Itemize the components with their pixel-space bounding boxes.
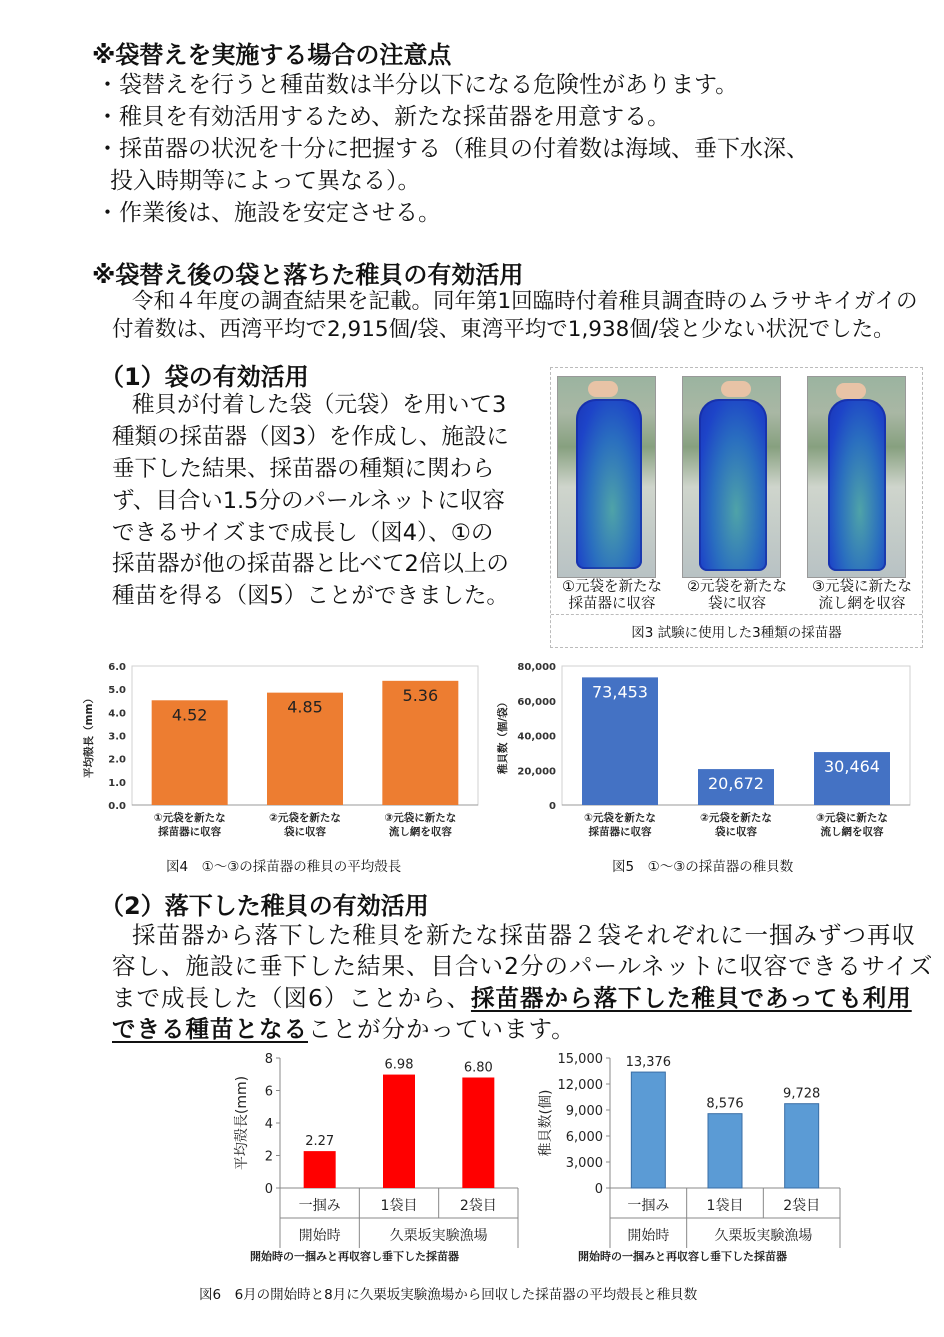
x-tick-label: ③元袋に新たな bbox=[384, 812, 457, 824]
fig3-caption-1: ①元袋を新たな 採苗器に収容 bbox=[562, 579, 662, 612]
y-tick-label: 0.0 bbox=[108, 801, 126, 812]
x-tick-label: ②元袋を新たな bbox=[269, 812, 341, 824]
y-tick-label: 4.0 bbox=[108, 708, 126, 720]
y-tick-label: 0 bbox=[594, 1182, 603, 1197]
intro-line-1: 令和４年度の調査結果を記載。同年第1回臨時付着稚貝調査時のムラサキイガイの bbox=[132, 289, 918, 314]
x-tick-label: ③元袋に新たな bbox=[816, 812, 888, 824]
part2-emphasis-1: 採苗器から落下した稚貝であっても利用 bbox=[470, 984, 912, 1012]
x-tick-label: ①元袋を新たな bbox=[584, 812, 656, 824]
part1-line-1: 稚貝が付着した袋（元袋）を用いて3 bbox=[132, 392, 507, 418]
data-label: 20,672 bbox=[708, 774, 764, 794]
part1-line-4: ず、目合い1.5分のパールネットに収容 bbox=[112, 488, 505, 514]
x-tick-label: 一掴み bbox=[298, 1198, 341, 1214]
part2-line-3: まで成長した（図6）ことから、採苗器から落下した稚貝であっても利用 bbox=[112, 984, 912, 1012]
fig6b-chart bbox=[530, 1050, 850, 1280]
y-tick-label: 9,000 bbox=[565, 1104, 603, 1119]
data-label: 2.27 bbox=[305, 1134, 335, 1150]
bar bbox=[304, 1151, 336, 1188]
bar bbox=[785, 1104, 819, 1188]
bar bbox=[383, 1075, 415, 1188]
fig5-title: 図5 ①～③の採苗器の稚貝数 bbox=[612, 859, 794, 875]
x-tick-label: 1袋目 bbox=[380, 1198, 418, 1214]
x-tick-label: 採苗器に収容 bbox=[588, 826, 652, 838]
fig3-caption-3: ③元袋に新たな 流し網を収容 bbox=[812, 579, 912, 612]
bullet-3-cont: 投入時期等によって異なる）。 bbox=[110, 168, 421, 194]
fig4-title: 図4 ①～③の採苗器の稚貝の平均殻長 bbox=[166, 859, 402, 875]
y-tick-label: 5.0 bbox=[108, 685, 126, 697]
x-tick-label: 採苗器に収容 bbox=[158, 826, 222, 838]
group-label: 久栗坂実験漁場 bbox=[714, 1228, 813, 1244]
y-tick-label: 6,000 bbox=[565, 1130, 603, 1145]
section2-title: ※袋替え後の袋と落ちた稚貝の有効活用 bbox=[92, 261, 524, 289]
x-caption: 開始時の一掴みと再収容し垂下した採苗器 bbox=[578, 1250, 787, 1263]
x-tick-label: 袋に収容 bbox=[715, 826, 757, 838]
y-axis-label: 稚貝数(個) bbox=[538, 1089, 554, 1157]
bar bbox=[631, 1072, 665, 1188]
data-label: 5.36 bbox=[402, 685, 439, 705]
photo-2 bbox=[682, 376, 781, 578]
bar bbox=[708, 1114, 742, 1188]
part2-title: （2）落下した稚貝の有効活用 bbox=[100, 892, 429, 920]
y-axis-label: 平均殻長(mm) bbox=[234, 1075, 250, 1171]
part2-line-4: できる種苗となることが分かっています。 bbox=[112, 1015, 576, 1043]
bullet-3: ・採苗器の状況を十分に把握する（稚貝の付着数は海域、垂下水深、 bbox=[96, 136, 809, 162]
y-tick-label: 8 bbox=[264, 1052, 273, 1067]
y-axis-label: 平均殻長（mm） bbox=[83, 693, 95, 778]
fig6a-chart bbox=[228, 1050, 528, 1280]
intro-line-2: 付着数は、西湾平均で2,915個/袋、東湾平均で1,938個/袋と少ない状況でした。 bbox=[112, 317, 895, 342]
x-tick-label: 2袋目 bbox=[459, 1198, 497, 1214]
part1-line-5: できるサイズまで成長し（図4）、①の bbox=[112, 520, 494, 546]
y-tick-label: 2 bbox=[264, 1149, 273, 1165]
fig4-chart bbox=[76, 656, 486, 851]
data-label: 30,464 bbox=[824, 757, 880, 777]
x-tick-label: 2袋目 bbox=[783, 1198, 821, 1214]
data-label: 6.80 bbox=[463, 1060, 493, 1076]
y-tick-label: 6 bbox=[264, 1084, 273, 1100]
x-tick-label: 一掴み bbox=[627, 1198, 670, 1214]
part2-line-2: 容し、施設に垂下した結果、目合い2分のパールネットに収容できるサイズ bbox=[112, 952, 934, 980]
y-tick-label: 0 bbox=[264, 1182, 273, 1197]
y-tick-label: 4 bbox=[264, 1117, 273, 1132]
data-label: 4.52 bbox=[171, 705, 208, 725]
y-tick-label: 3,000 bbox=[565, 1156, 603, 1171]
x-caption: 開始時の一掴みと再収容し垂下した採苗器 bbox=[250, 1250, 459, 1263]
data-label: 73,453 bbox=[592, 682, 648, 702]
data-label: 9,728 bbox=[783, 1086, 821, 1102]
part1-line-7: 種苗を得る（図5）ことができました。 bbox=[112, 583, 509, 609]
y-axis-label: 稚貝数（個/袋） bbox=[497, 696, 509, 775]
y-tick-label: 3.0 bbox=[108, 731, 126, 743]
bullet-4: ・作業後は、施設を安定させる。 bbox=[96, 200, 441, 226]
figure-3 bbox=[550, 367, 923, 648]
y-tick-label: 15,000 bbox=[557, 1052, 603, 1067]
part2-emphasis-2: できる種苗となる bbox=[112, 1015, 308, 1043]
group-label: 開始時 bbox=[298, 1228, 341, 1244]
y-tick-label: 12,000 bbox=[557, 1078, 603, 1093]
part1-title: （1）袋の有効活用 bbox=[100, 363, 309, 391]
photo-3 bbox=[807, 376, 906, 578]
part2-line-1: 採苗器から落下した稚貝を新たな採苗器２袋それぞれに一掴みずつ再収 bbox=[132, 921, 916, 949]
x-tick-label: 流し網を収容 bbox=[820, 826, 884, 838]
y-tick-label: 6.0 bbox=[108, 662, 126, 673]
fig3-caption-2: ②元袋を新たな 袋に収容 bbox=[687, 579, 787, 612]
group-label: 開始時 bbox=[627, 1228, 670, 1244]
data-label: 4.85 bbox=[287, 697, 323, 717]
y-tick-label: 0 bbox=[549, 801, 556, 812]
bar bbox=[462, 1078, 494, 1189]
y-tick-label: 2.0 bbox=[108, 754, 126, 766]
part1-line-2: 種類の採苗器（図3）を作成し、施設に bbox=[112, 424, 509, 450]
fig5-chart bbox=[490, 656, 920, 851]
y-tick-label: 40,000 bbox=[517, 731, 556, 743]
data-label: 8,576 bbox=[706, 1096, 744, 1112]
section1-title: ※袋替えを実施する場合の注意点 bbox=[92, 41, 452, 69]
data-label: 6.98 bbox=[384, 1057, 414, 1073]
photo-1 bbox=[557, 376, 656, 578]
group-label: 久栗坂実験漁場 bbox=[389, 1228, 488, 1244]
part1-line-3: 垂下した結果、採苗器の種類に関わら bbox=[112, 456, 495, 482]
x-tick-label: 流し網を収容 bbox=[388, 826, 452, 838]
y-tick-label: 20,000 bbox=[517, 766, 556, 778]
y-tick-label: 1.0 bbox=[108, 777, 126, 789]
data-label: 13,376 bbox=[625, 1055, 672, 1071]
x-tick-label: 1袋目 bbox=[706, 1198, 744, 1214]
part1-line-6: 採苗器が他の採苗器と比べて2倍以上の bbox=[112, 551, 509, 577]
x-tick-label: 袋に収容 bbox=[284, 826, 326, 838]
y-tick-label: 60,000 bbox=[517, 696, 556, 708]
fig6-title: 図6 6月の開始時と8月に久栗坂実験漁場から回収した採苗器の平均殻長と稚貝数 bbox=[199, 1287, 698, 1303]
bullet-1: ・袋替えを行うと種苗数は半分以下になる危険性があります。 bbox=[96, 72, 739, 98]
bullet-2: ・稚貝を有効活用するため、新たな採苗器を用意する。 bbox=[96, 104, 671, 130]
fig3-title: 図3 試験に使用した3種類の採苗器 bbox=[631, 625, 842, 641]
x-tick-label: ①元袋を新たな bbox=[153, 812, 226, 824]
x-tick-label: ②元袋を新たな bbox=[700, 812, 772, 824]
y-tick-label: 80,000 bbox=[517, 662, 556, 673]
